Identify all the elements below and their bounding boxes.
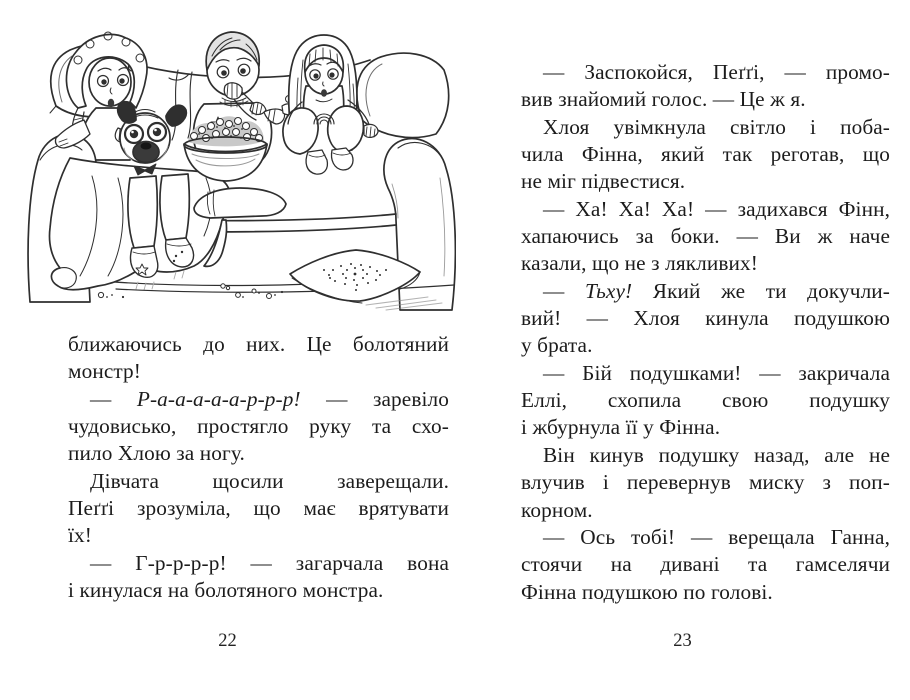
text-line: казали, що не з лякливих!	[521, 251, 758, 276]
text-line: влучив і перевернув миску з поп-	[521, 470, 890, 495]
text-line: їх!	[68, 523, 92, 548]
text-line: — Ха! Ха! Ха! — задихався Фінн,	[543, 196, 890, 221]
text-line: — Г-р-р-р-р! — загарчала вона	[90, 550, 449, 575]
text-line: ближаючись до них. Це болотяний	[68, 332, 449, 356]
text-line: — Ось тобі! — верещала Ганна,	[543, 524, 890, 549]
text-line: корном.	[521, 497, 593, 522]
page-number-right: 23	[673, 631, 692, 651]
page-right	[455, 0, 910, 700]
italic-exclamation: Тьху!	[584, 278, 633, 303]
text-line: Еллі, схопила свою подушку	[521, 388, 890, 413]
text-line	[68, 386, 449, 413]
text-line: стоячи на дивані та гамселячи	[521, 552, 890, 577]
text-line: чила Фінна, який так реготав, що	[521, 142, 890, 167]
text-line: вив знайомий голос. — Це ж я.	[521, 87, 806, 112]
text-line	[521, 278, 890, 305]
text-line: Він кинув подушку назад, але не	[543, 442, 890, 467]
text-line: не міг підвестися.	[521, 169, 686, 194]
text-line: і кинулася на болотяного монстра.	[68, 578, 384, 603]
illustration-children-and-pug-on-sofa	[26, 8, 456, 320]
text-line: Фінна подушкою по голові.	[521, 579, 773, 604]
text-segment: —	[90, 386, 137, 411]
text-line: вий! — Хлоя кинула подушкою	[521, 306, 890, 331]
text-line: — Заспокойся, Пеґґі, — промо-	[543, 60, 890, 84]
text-segment: Який же ти докучли-	[632, 278, 890, 303]
italic-sound-effect: Р-а-а-а-а-а-р-р-р!	[136, 386, 301, 411]
text-line: у брата.	[521, 333, 593, 358]
page-right-text	[521, 59, 890, 606]
text-line: Хлоя увімкнула світло і поба-	[543, 114, 890, 139]
text-line: — Бій подушками! — закричала	[543, 360, 890, 385]
text-line: хапаючись за боки. — Ви ж наче	[521, 224, 890, 249]
text-line: і жбурнула її у Фінна.	[521, 415, 721, 440]
pug-dog	[118, 102, 187, 175]
text-line: чудовисько, простягло руку та схо-	[68, 414, 449, 439]
page-left-text	[68, 331, 449, 604]
page-number-left: 22	[218, 631, 237, 651]
text-segment: — заревіло	[300, 386, 449, 411]
text-line: Пеґґі зрозуміла, що має врятувати	[68, 496, 449, 521]
text-line: Дівчата щосили заверещали.	[90, 468, 449, 493]
text-line: монстр!	[68, 359, 141, 384]
text-segment: —	[543, 278, 585, 303]
text-line: пило Хлою за ногу.	[68, 441, 245, 466]
